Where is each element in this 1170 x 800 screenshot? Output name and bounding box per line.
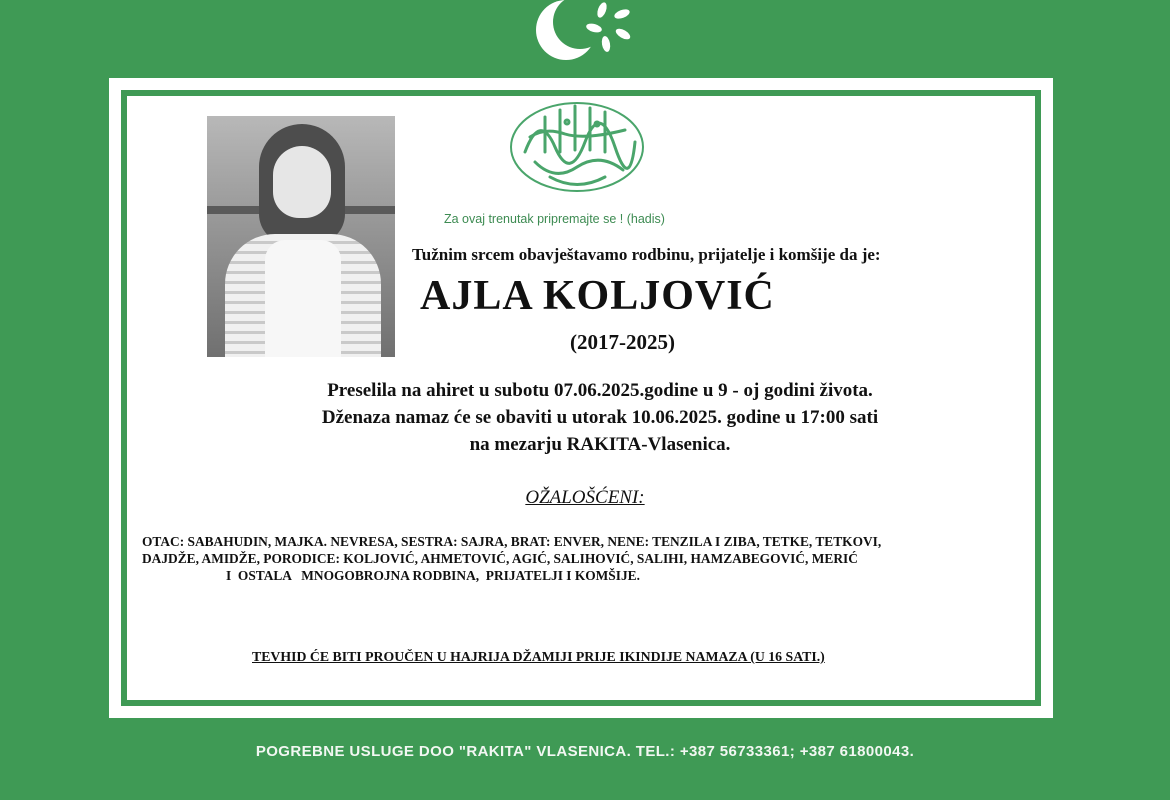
arabic-calligraphy-emblem xyxy=(505,92,650,202)
mourners-line-1: OTAC: SABAHUDIN, MAJKA. NEVRESA, SESTRA: SAJRA, BRAT: ENVER, NENE: TENZILA I ZIBA, TETKE, TETKOVI, xyxy=(142,534,882,549)
announcement-line-2: Dženaza namaz će se obaviti u utorak 10.06.2025. godine u 17:00 sati xyxy=(321,407,879,428)
announcement-line-3: na mezarju RAKITA-Vlasenica. xyxy=(469,434,731,455)
deceased-name: AJLA KOLJOVIĆ xyxy=(420,273,775,319)
mourners-line-3: I OSTALA MNOGOBROJNA RODBINA, PRIJATELJI I KOMŠIJE. xyxy=(226,568,640,583)
funeral-service-footer: POGREBNE USLUGE DOO "RAKITA" VLASENICA. TEL.: +387 56733361; +387 61800043. xyxy=(255,743,915,760)
mourners-list xyxy=(142,533,1032,584)
deceased-years: (2017-2025) xyxy=(570,330,675,354)
deceased-photo xyxy=(207,116,395,357)
crescent-and-star-icon xyxy=(528,0,638,75)
mourners-line-2: DAJDŽE, AMIDŽE, PORODICE: KOLJOVIĆ, AHMETOVIĆ, AGIĆ, SALIHOVIĆ, SALIHI, HAMZABEGOVIĆ, MERIĆ xyxy=(142,551,858,566)
hadith-quote: Za ovaj trenutak pripremajte se ! (hadis) xyxy=(444,212,665,226)
mourners-title: OŽALOŠĆENI: xyxy=(525,487,645,508)
intro-text: Tužnim srcem obavještavamo rodbinu, prijatelje i komšije da je: xyxy=(412,245,881,264)
announcement-line-1: Preselila na ahiret u subotu 07.06.2025.godine u 9 - oj godini života. xyxy=(327,380,873,401)
tevhid-notice: TEVHID ĆE BITI PROUČEN U HAJRIJA DŽAMIJI PRIJE IKINDIJE NAMAZA (U 16 SATI.) xyxy=(252,649,825,664)
